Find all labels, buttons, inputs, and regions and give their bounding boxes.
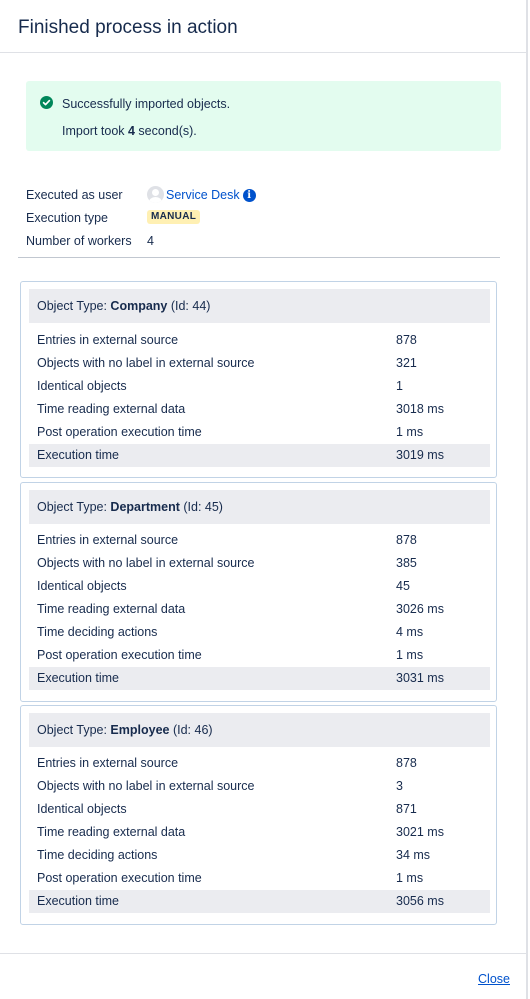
object-type-panel-department — [20, 482, 497, 702]
user-avatar-icon[interactable] — [147, 186, 164, 203]
workers-row — [26, 231, 496, 254]
stat-row: Identical objects 45 — [37, 579, 410, 593]
stat-row: Objects with no label in external source 385 — [37, 556, 417, 570]
execution-type-lozenge: MANUAL — [147, 210, 200, 224]
execution-type-row — [26, 208, 496, 231]
import-duration-suffix: second(s). — [134, 124, 197, 138]
stat-row: Time reading external data 3026 ms — [37, 602, 444, 616]
executed-as-row — [26, 185, 496, 208]
stat-row: Objects with no label in external source 3 — [37, 779, 403, 793]
stat-row: Objects with no label in external source 321 — [37, 356, 417, 370]
panel-header: Object Type: Company (Id: 44) — [29, 289, 490, 323]
service-desk-user-link[interactable]: Service Desk — [166, 188, 240, 202]
import-duration-value: 4 — [128, 124, 135, 138]
info-icon[interactable]: i — [243, 189, 256, 202]
stat-row: Identical objects 871 — [37, 802, 417, 816]
executed-as-label: Executed as user — [26, 188, 123, 202]
executed-as-value — [147, 187, 256, 203]
stat-row: Entries in external source 878 — [37, 333, 417, 347]
success-text: Successfully imported objects. — [62, 97, 231, 111]
success-message — [26, 81, 501, 151]
execution-time-row: Execution time 3031 ms — [29, 667, 490, 690]
panel-header: Object Type: Department (Id: 45) — [29, 490, 490, 524]
stat-row: Identical objects 1 — [37, 379, 403, 393]
check-circle-icon — [40, 96, 53, 109]
dialog-title: Finished process in action — [18, 17, 238, 38]
stat-row: Time deciding actions 4 ms — [37, 625, 424, 639]
stat-row: Entries in external source 878 — [37, 533, 417, 547]
object-type-panel-employee — [20, 705, 497, 925]
dialog-footer — [0, 953, 526, 999]
stat-row: Entries in external source 878 — [37, 756, 417, 770]
dialog-header — [0, 0, 526, 53]
execution-details — [26, 185, 496, 254]
import-duration — [62, 123, 197, 139]
stat-row: Post operation execution time 1 ms — [37, 871, 424, 885]
close-button[interactable]: Close — [478, 972, 510, 986]
workers-label: Number of workers — [26, 234, 132, 248]
section-divider — [18, 257, 500, 258]
execution-time-row: Execution time 3056 ms — [29, 890, 490, 913]
stat-row: Time deciding actions 34 ms — [37, 848, 431, 862]
stat-row: Time reading external data 3021 ms — [37, 825, 444, 839]
stat-row: Post operation execution time 1 ms — [37, 425, 424, 439]
panel-header: Object Type: Employee (Id: 46) — [29, 713, 490, 747]
execution-type-label: Execution type — [26, 211, 108, 225]
object-type-panel-company — [20, 281, 497, 478]
execution-time-row: Execution time 3019 ms — [29, 444, 490, 467]
import-duration-prefix: Import took — [62, 124, 128, 138]
stat-row: Time reading external data 3018 ms — [37, 402, 444, 416]
workers-value: 4 — [147, 234, 154, 248]
dialog-content — [0, 53, 526, 953]
stat-row: Post operation execution time 1 ms — [37, 648, 424, 662]
